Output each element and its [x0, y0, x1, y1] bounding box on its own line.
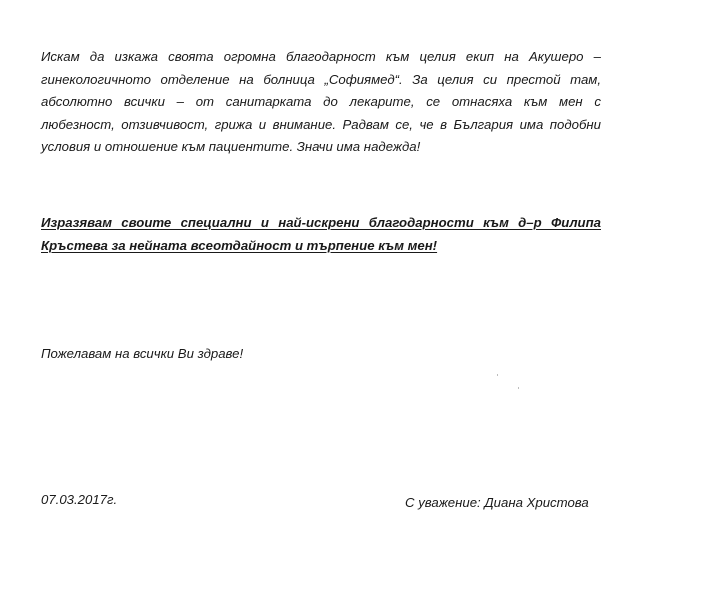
paragraph-line: Искам да изкажа своята огромна благодарност към целия екип на Акушеро – — [41, 49, 601, 64]
paragraph-line: Изразявам своите специални и най-искрени благодарности към д–р Филипа — [41, 215, 601, 230]
paragraph-line: абсолютно всички – от санитарката до лекарите, се отнасяха към мен с — [41, 94, 601, 110]
paragraph-line: Кръстева за нейната всеотдайност и търпение към мен! — [41, 237, 438, 253]
scan-speck — [518, 387, 519, 389]
gratitude-paragraph — [41, 46, 601, 159]
signature-line: С уважение: Диана Христова — [405, 495, 589, 510]
paragraph-line: условия и отношение към пациентите. Значи има надежда! — [41, 139, 421, 155]
doctor-thanks-paragraph — [41, 212, 601, 258]
letter-date: 07.03.2017г. — [41, 492, 118, 507]
wish-line: Пожелавам на всички Ви здраве! — [41, 346, 244, 361]
paragraph-line: гинекологичното отделение на болница „Софиямед“. За целия си престой там, — [41, 71, 601, 87]
paragraph-line: любезност, отзивчивост, грижа и внимание. Радвам се, че в България има подобни — [41, 116, 601, 132]
scan-speck — [497, 374, 498, 376]
